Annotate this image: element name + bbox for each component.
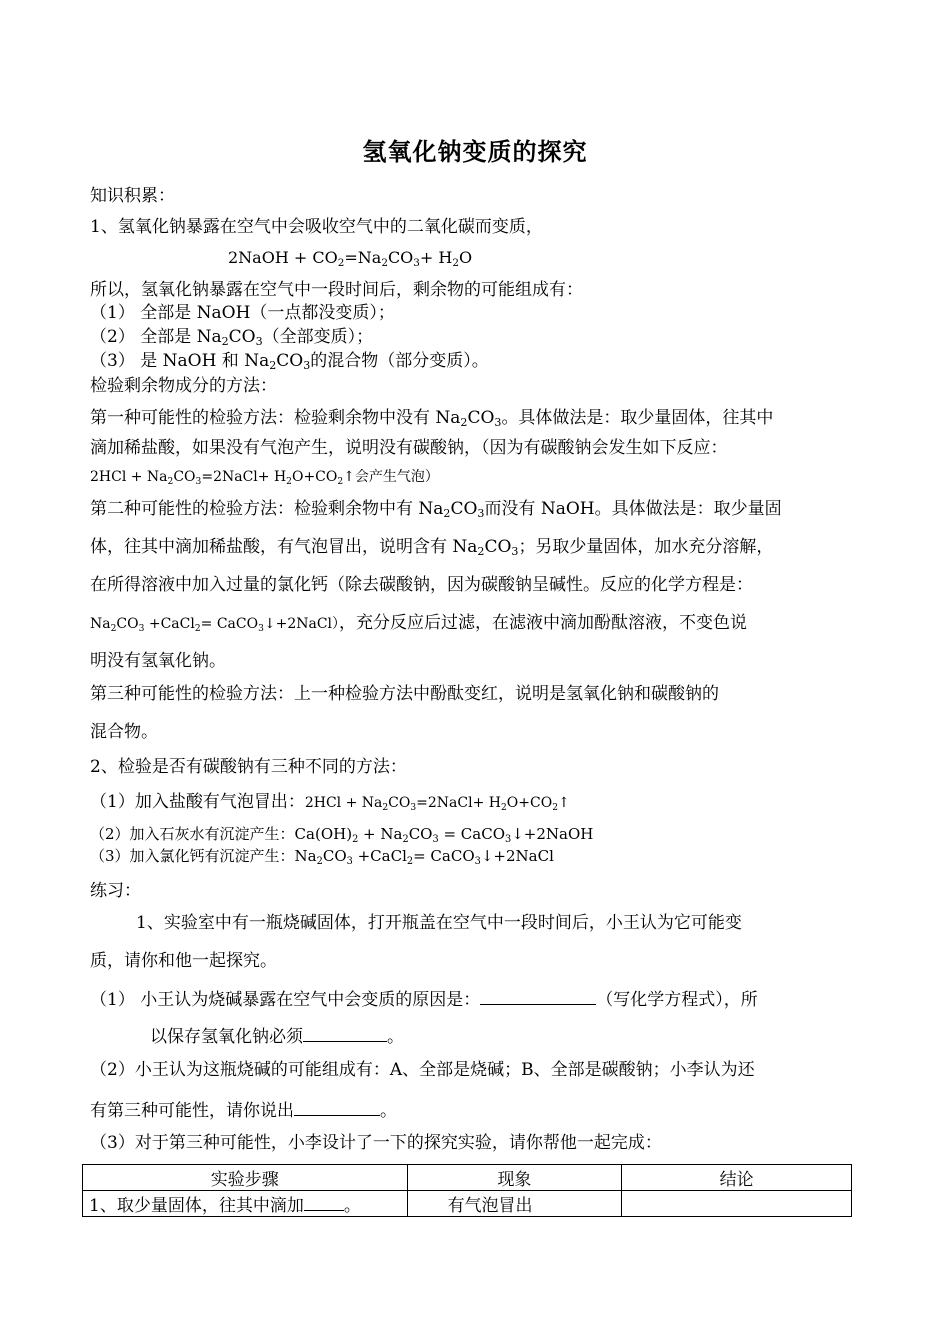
question-1-part-3: （3）对于第三种可能性，小李设计了一下的探究实验，请你帮他一起完成： [90,1133,662,1153]
method-1-line-1: 第一种可能性的检验方法：检验剩余物中没有 $Na_2CO_3$。具体做法是：取少量固体，往其中 [90,408,774,429]
composition-option-1: （1） 全部是 NaOH（一点都没变质）； [90,303,395,323]
table-header-row [83,1165,852,1191]
method-2-line-5: 明没有氢氧化钠。 [90,651,226,671]
question-1-part-2-cont: 有第三种可能性，请你说出 。 [90,1097,397,1122]
method-1-equation: $2HCl + Na_2CO_3=2NaCl+$ $H_2O+CO_2↑$会产生气泡） [90,469,439,487]
method-2-line-3: 在所得溶液中加入过量的氯化钙（除去碳酸钠，因为碳酸钠呈碱性。反应的化学方程是： [90,575,753,595]
page-title: 氢氧化钠变质的探究 [362,137,588,166]
point-1-intro: 1、氢氧化钠暴露在空气中会吸收空气中的二氧化碳而变质， [90,217,543,237]
header-phenomenon: 现象 [407,1165,622,1191]
table-row [83,1191,852,1217]
question-1-part-1: （1） 小王认为烧碱暴露在空气中会变质的原因是： （写化学方程式），所 [90,986,758,1011]
composition-option-2: （2） 全部是 $Na_2CO_3$（全部变质）； [90,327,374,348]
cell-phenomenon: 有气泡冒出 [407,1191,622,1217]
cell-conclusion[interactable] [622,1191,852,1217]
composition-option-3: （3） 是 NaOH 和 $Na_2CO_3$的混合物（部分变质）。 [90,351,489,372]
test-method-1: （1）加入盐酸有气泡冒出：$2HCl + Na_2CO_3=2NaCl+$ $H_2O+CO_2↑$ [90,792,570,813]
point-2-heading: 2、检验是否有碳酸钠有三种不同的方法： [90,757,407,777]
answer-blank-third-possibility[interactable] [294,1097,380,1116]
header-conclusion: 结论 [622,1165,852,1191]
section-heading-knowledge: 知识积累： [90,186,175,206]
test-method-2: （2）加入石灰水有沉淀产生：$Ca(OH)_2 + Na_2CO_3$ = CaCO$_3$↓+2NaOH [90,825,594,845]
method-2-line-1: 第二种可能性的检验方法：检验剩余物中有 $Na_2CO_3$而没有 NaOH。具体做法是：取少量固 [90,499,782,520]
method-2-line-4: $Na_2CO_3$ +CaCl$_2$= CaCO$_3$↓+2NaCl），充分反应后过滤，在滤液中滴加酚酞溶液，不变色说 [90,613,748,634]
answer-blank-storage[interactable] [303,1023,387,1042]
answer-blank-reagent[interactable] [304,1192,344,1211]
header-step: 实验步骤 [83,1165,408,1191]
question-1-part-1-cont: 以保存氢氧化钠必须 。 [150,1023,404,1048]
equation-main: 2NaOH + $CO_2=Na_2CO_3+ H_2O$ [228,248,473,269]
test-method-3: （3）加入氯化钙有沉淀产生：$Na_2CO_3$ +CaCl$_2$= CaCO$_3$↓+2NaCl [90,847,554,867]
experiment-table [82,1164,852,1217]
question-1-part-2: （2）小王认为这瓶烧碱的可能组成有：A、全部是烧碱；B、全部是碳酸钠；小李认为还 [90,1060,755,1080]
cell-step: 1、取少量固体，往其中滴加 。 [83,1191,408,1217]
method-heading: 检验剩余物成分的方法： [90,376,277,396]
question-1-line-2: 质，请你和他一起探究。 [90,951,277,971]
composition-intro: 所以，氢氧化钠暴露在空气中一段时间后，剩余物的可能组成有： [90,280,583,300]
practice-heading: 练习： [90,881,141,901]
question-1-line-1: 1、实验室中有一瓶烧碱固体，打开瓶盖在空气中一段时间后，小王认为它可能变 [136,913,742,933]
method-1-line-2: 滴加稀盐酸，如果没有气泡产生，说明没有碳酸钠，（因为有碳酸钠会发生如下反应： [90,438,728,458]
method-2-line-2: 体，往其中滴加稀盐酸，有气泡冒出，说明含有 $Na_2CO_3$；另取少量固体，加水充分溶解， [90,537,774,558]
method-3-line-2: 混合物。 [90,722,158,742]
answer-blank-equation[interactable] [480,986,596,1005]
method-3-line-1: 第三种可能性的检验方法：上一种检验方法中酚酞变红，说明是氢氧化钠和碳酸钠的 [90,684,719,704]
